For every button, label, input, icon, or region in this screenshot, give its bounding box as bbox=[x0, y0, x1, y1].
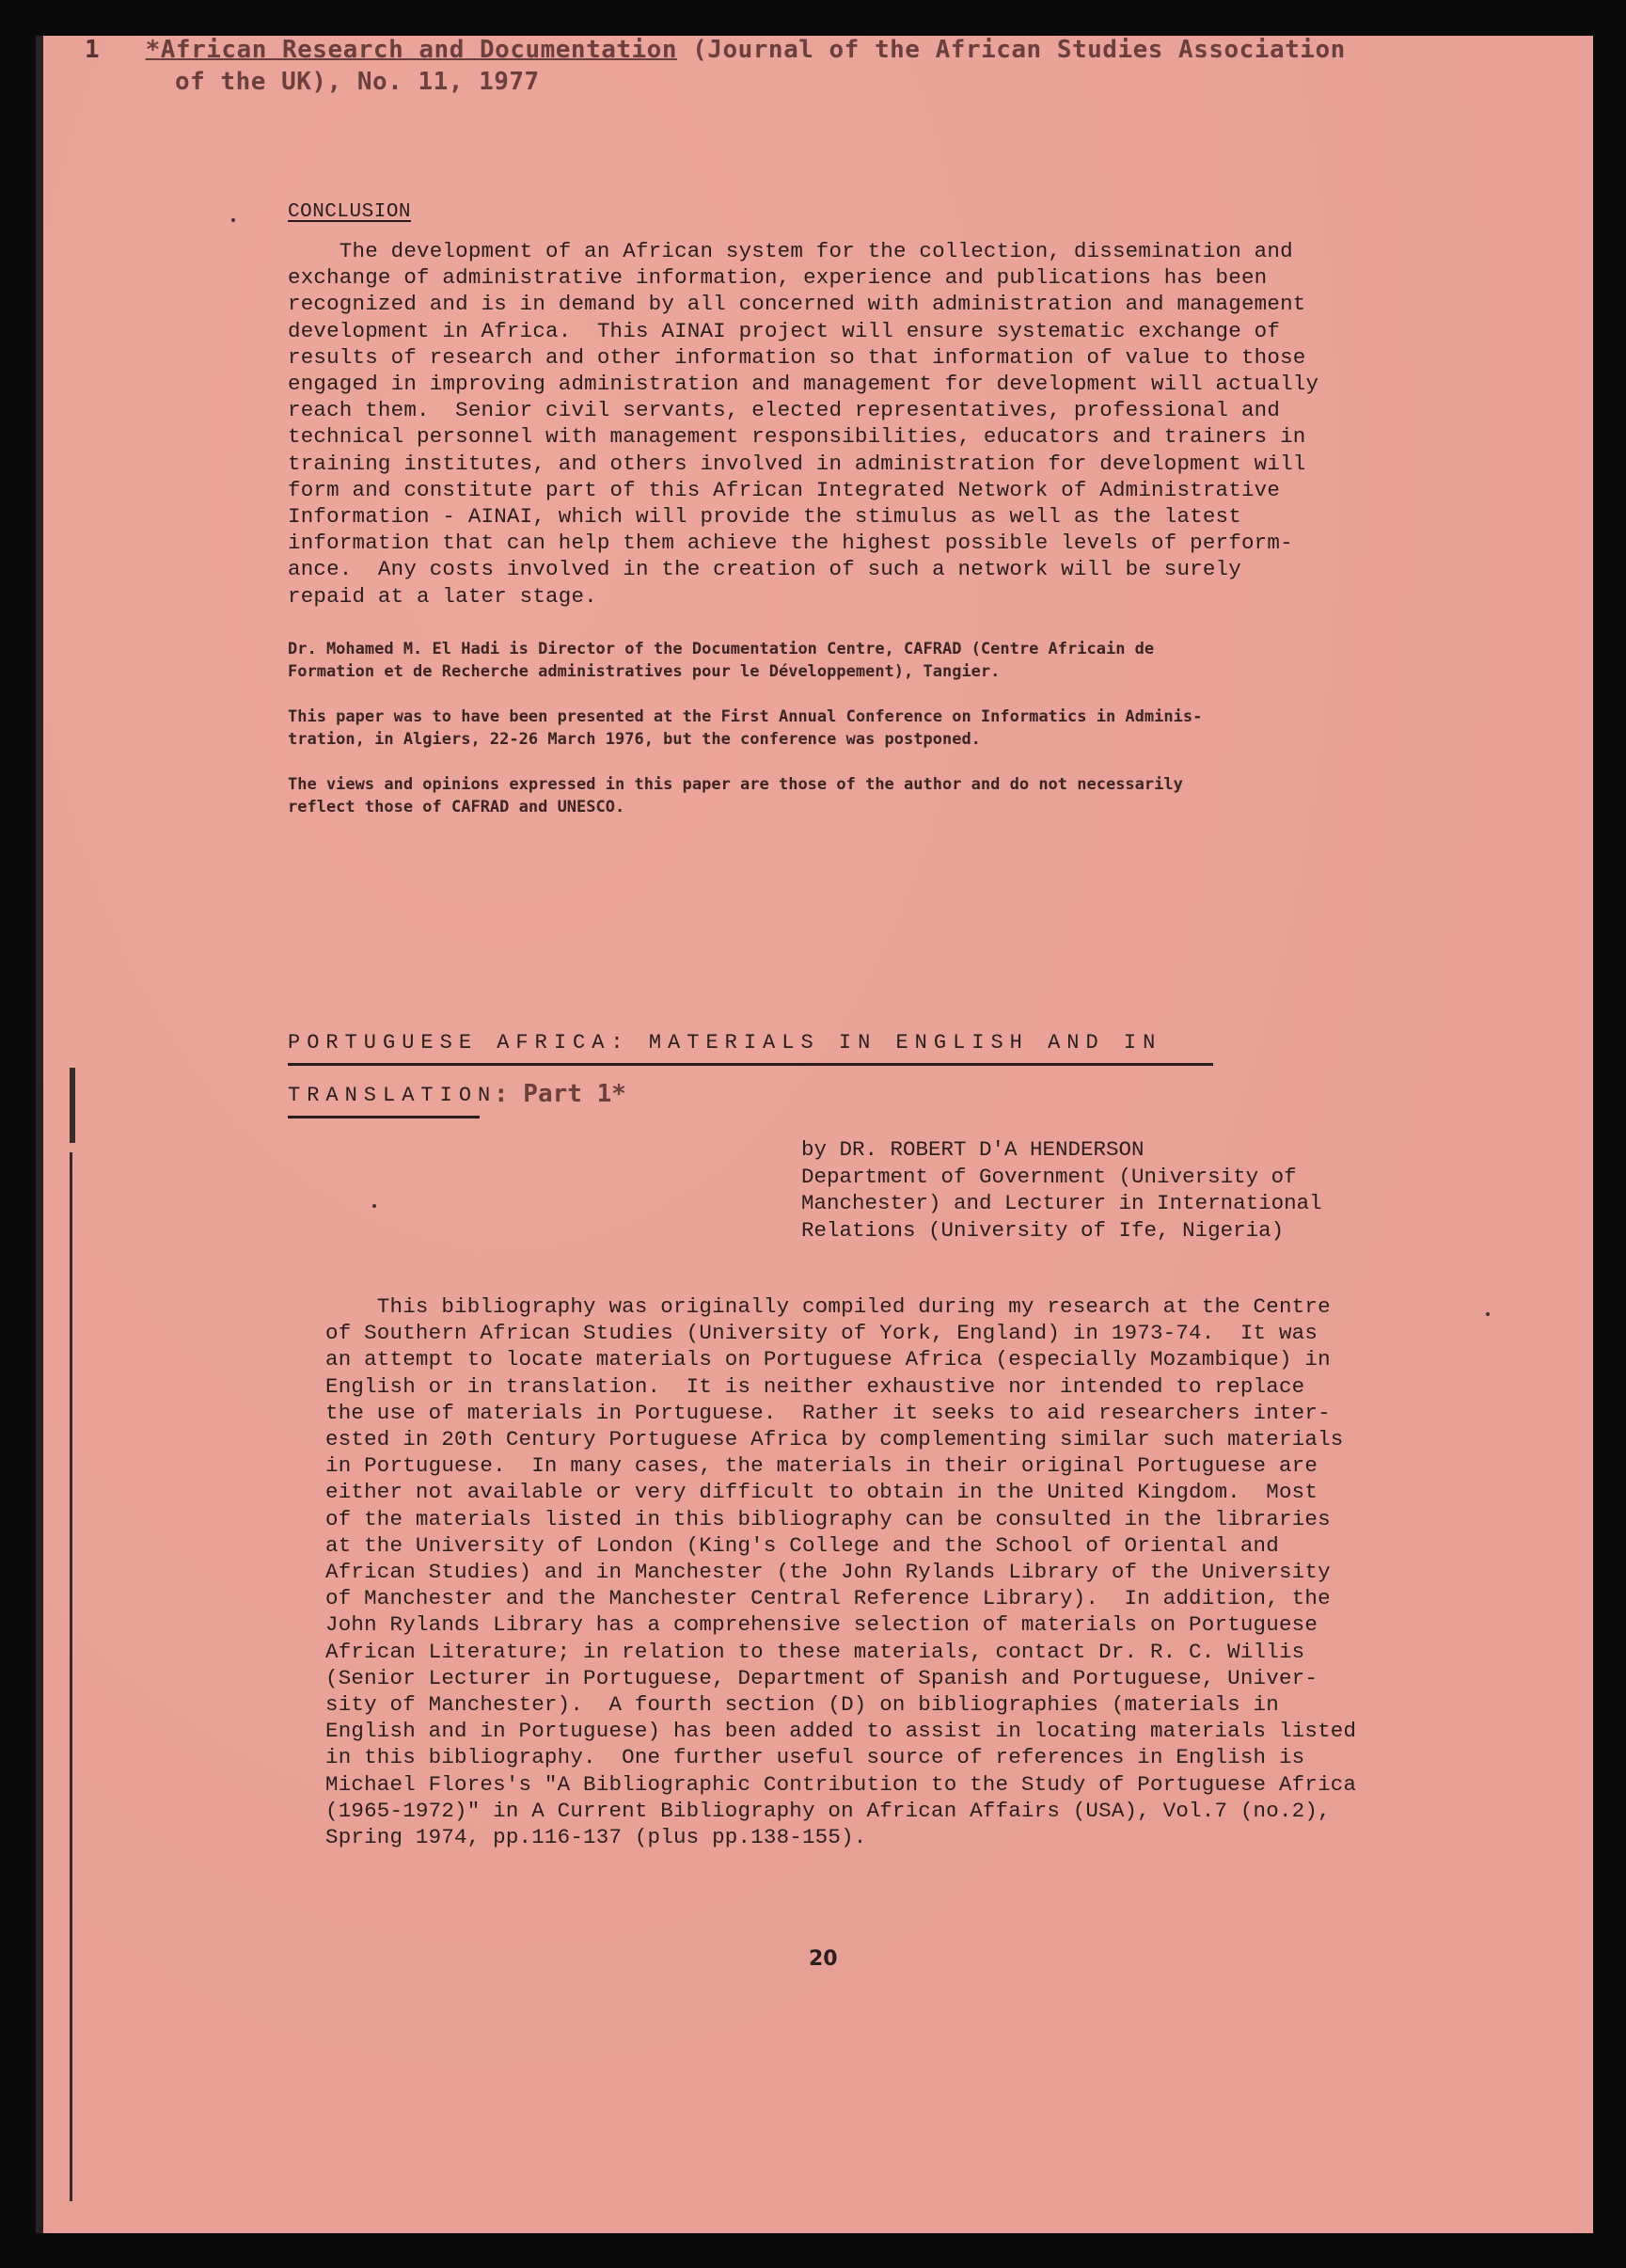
page-left-edge bbox=[36, 36, 43, 2233]
journal-title: *African Research and Documentation bbox=[145, 36, 677, 64]
article-title-line1: PORTUGUESE AFRICA: MATERIALS IN ENGLISH AND IN bbox=[288, 1031, 1162, 1055]
page-number: 20 bbox=[809, 1947, 838, 1971]
article-title-line2: TRANSLATION bbox=[288, 1084, 497, 1107]
author-note: Dr. Mohamed M. El Hadi is Director of the Documentation Centre, CAFRAD (Centre Africain de Formation et de Recherche administratives pour le Développement), Tangier. bbox=[288, 640, 1155, 681]
paper-speck bbox=[231, 218, 235, 222]
journal-header-line2: of the UK), No. 11, 1977 bbox=[175, 68, 540, 96]
title-underline-2 bbox=[288, 1116, 480, 1118]
paper-speck bbox=[372, 1204, 376, 1208]
header-marker: 1 bbox=[85, 36, 101, 64]
margin-rule bbox=[70, 1152, 72, 2201]
bibliography-intro-paragraph: This bibliography was originally compiled during my research at the Centre of Southern African Studies (University of York, England) in 1973-74. It was an attempt to locate materials on Portuguese Africa (especially Mozambique) in English or in translation. It is neither exhaustive nor intended to replace the use of materials in Portuguese. Rather it seeks to aid researchers inter- ested in 20th Century Portuguese Africa by complementing similar such materials in Portuguese. In many cases, the materials in their original Portuguese are either not available or very difficult to obtain in the United Kingdom. Most of the materials listed in this bibliography can be consulted in the libraries at the University of London (King's College and the School of Oriental and African Studies) and in Manchester (the John Rylands Library of the University of Manchester and the Manchester Central Reference Library). In addition, the John Rylands Library has a comprehensive selection of materials on Portuguese African Literature; in relation to these materials, contact Dr. R. C. Willis (Senior Lecturer in Portuguese, Department of Spanish and Portuguese, Univer- sity of Manchester). A fourth section (D) on bibliographies (materials in English and in Portuguese) has been added to assist in locating materials listed in this bibliography. One further useful source of references in English is Michael Flores's "A Bibliographic Contribution to the Study of Portuguese Africa (1965-1972)" in A Current Bibliography on African Affairs (USA), Vol.7 (no.2), Spring 1974, pp.116-137 (plus pp.138-155). bbox=[325, 1294, 1357, 1850]
journal-subtitle: (Journal of the African Studies Association bbox=[677, 36, 1346, 64]
conference-note: This paper was to have been presented at the First Annual Conference on Informatics in Adminis- tration, in Algiers, 22-26 March 1976, but the conference was postponed. bbox=[288, 707, 1203, 749]
margin-mark bbox=[70, 1068, 75, 1143]
conclusion-paragraph: The development of an African system for the collection, dissemination and exchange of administrative information, experience and publications has been recognized and is in demand by all concerned with administration and management development in Africa. This AINAI project will ensure systematic exchange of results of research and other information so that information of value to those engaged in improving administration and management for development will actually reach them. Senior civil servants, elected representatives, professional and technical personnel with management responsibilities, educators and trainers in training institutes, and others involved in administration for development will form and constitute part of this African Integrated Network of Administrative Information - AINAI, which will provide the stimulus as well as the latest information that can help them achieve the highest possible levels of perform- ance. Any costs involved in the creation of such a network will be surely repaid at a later stage. bbox=[288, 239, 1319, 609]
author-byline: by DR. ROBERT D'A HENDERSON Department of Government (University of Manchester) and Lecturer in International Relations (University of Ife, Nigeria) bbox=[801, 1137, 1322, 1243]
article-part-label: : Part 1* bbox=[494, 1080, 626, 1108]
disclaimer-note: The views and opinions expressed in this paper are those of the author and do not necessarily reflect those of CAFRAD and UNESCO. bbox=[288, 775, 1183, 817]
section-heading-conclusion: CONCLUSION bbox=[288, 201, 412, 223]
title-underline-1 bbox=[288, 1063, 1213, 1066]
paper-speck bbox=[1486, 1312, 1490, 1316]
journal-header-line1 bbox=[85, 34, 1346, 66]
